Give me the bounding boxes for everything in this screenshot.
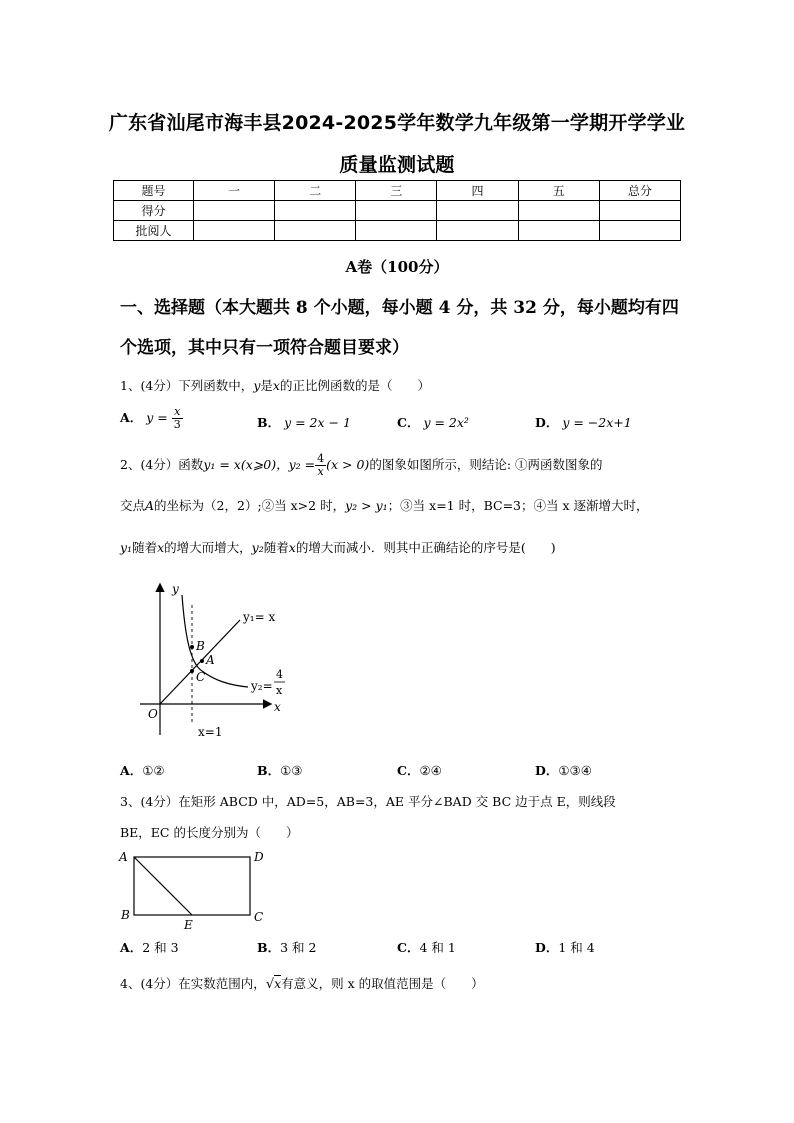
- q3-option-a[interactable]: [120, 938, 179, 956]
- point-a-label: A: [206, 653, 215, 667]
- score-table-header-cell: 二: [275, 181, 356, 201]
- question-3-stem-line1: [120, 792, 616, 810]
- q3-text: 在矩形 ABCD 中，AD=5，AB=3，AE 平分∠BAD 交 BC 边于点 E，则线段: [178, 794, 616, 809]
- question-number: 3、(4分）: [120, 794, 179, 809]
- score-cell[interactable]: [194, 201, 275, 221]
- q1-option-c[interactable]: [397, 413, 469, 431]
- reviewer-cell[interactable]: [275, 221, 356, 241]
- x-axis-label: x: [274, 700, 281, 714]
- question-number: 4、(4分）: [120, 976, 179, 991]
- score-table-row-label: 得分: [114, 201, 194, 221]
- option-label: A．: [120, 763, 143, 778]
- option-label: B．: [257, 940, 281, 955]
- q4-text: 在实数范围内，: [178, 976, 266, 991]
- q2-math: y₂ =: [288, 457, 316, 472]
- segment-ae: [134, 857, 192, 915]
- reviewer-cell[interactable]: [194, 221, 275, 241]
- option-label: B．: [257, 763, 281, 778]
- reviewer-cell[interactable]: [356, 221, 437, 241]
- q2-text: ；③当 x=1 时，BC=3；④当 x 逐渐增大时，: [387, 498, 649, 513]
- volume-label: A卷（100分）: [345, 258, 449, 276]
- option-label: A．: [120, 410, 143, 425]
- option-expr: y = 2x²: [423, 415, 469, 430]
- q2-option-d[interactable]: [535, 761, 592, 779]
- sqrt-icon: √: [265, 977, 275, 992]
- question-1-stem: [120, 376, 430, 394]
- q2-text: 随着: [263, 540, 289, 555]
- curve-label: y₂=: [251, 679, 273, 693]
- score-table: [113, 180, 681, 241]
- score-table-header-cell: 题号: [114, 181, 194, 201]
- score-cell[interactable]: [518, 201, 599, 221]
- fraction: [315, 453, 326, 478]
- score-table-row: [114, 201, 681, 221]
- score-table-header-cell: 五: [518, 181, 599, 201]
- q1-option-d[interactable]: [535, 413, 632, 431]
- option-expr: y = 2x − 1: [284, 415, 351, 430]
- var-x: x: [288, 540, 296, 555]
- point-b: [190, 645, 194, 649]
- reviewer-cell[interactable]: [518, 221, 599, 241]
- option-label: A．: [120, 940, 143, 955]
- sqrt-argument: x: [274, 976, 282, 991]
- option-label: D．: [535, 415, 559, 430]
- q4-text: 有意义，则 x 的取值范围是（ ）: [281, 976, 484, 991]
- q1-text: 的正比例函数的是（ ）: [279, 378, 430, 393]
- score-table-header-cell: 三: [356, 181, 437, 201]
- q1-text: 是: [260, 378, 273, 393]
- option-label: D．: [535, 940, 559, 955]
- score-table-header-cell: 总分: [599, 181, 680, 201]
- option-text: ①②: [142, 763, 165, 778]
- vertex-a-label: A: [119, 850, 128, 864]
- option-expr: y =: [146, 410, 168, 425]
- option-label: C．: [397, 415, 420, 430]
- q2-text: 函数: [178, 457, 204, 472]
- option-label: D．: [535, 763, 559, 778]
- q1-option-a[interactable]: [120, 406, 183, 431]
- option-text: ①③④: [558, 763, 592, 778]
- question-number: 1、(4分）: [120, 378, 179, 393]
- score-cell[interactable]: [599, 201, 680, 221]
- fraction: [172, 406, 183, 431]
- point-c-label: C: [196, 670, 206, 684]
- rectangle-abcd: [134, 857, 250, 915]
- fraction-numerator: x: [172, 406, 183, 419]
- point-b-label: B: [196, 639, 205, 653]
- fraction-numerator: 4: [317, 452, 325, 465]
- question-2-stem-line3: [120, 538, 556, 556]
- q2-math: y₁: [120, 540, 133, 555]
- question-2-stem-line2: [120, 496, 649, 514]
- q2-text: 的图象如图所示，则结论: ①两函数图象的: [369, 457, 603, 472]
- line-label: y₁= x: [243, 610, 276, 624]
- q2-function-graph: [130, 575, 300, 745]
- vline-label: x=1: [198, 725, 223, 739]
- point-a-label: A: [145, 498, 155, 513]
- section-heading: 一、选择题（本大题共 8 个小题，每小题 4 分，共 32 分，每小题均有四个选项，其中只有一项符合题目要求）: [120, 298, 679, 358]
- question-2-stem-line1: [120, 453, 603, 478]
- curve-label-denominator: x: [276, 684, 283, 697]
- q2-text: 的坐标为（2，2）;②当 x>2 时，: [154, 498, 346, 513]
- option-text: 4 和 1: [419, 940, 456, 955]
- q2-option-c[interactable]: [397, 761, 442, 779]
- q3-rectangle-figure: [116, 846, 276, 932]
- vertex-b-label: B: [121, 908, 130, 922]
- question-4-stem: [120, 974, 484, 992]
- q3-option-d[interactable]: [535, 938, 595, 956]
- var-x: x: [157, 540, 165, 555]
- var-x: x: [272, 378, 280, 393]
- score-table-row: [114, 221, 681, 241]
- option-label: C．: [397, 940, 420, 955]
- score-table-row-label: 批阅人: [114, 221, 194, 241]
- score-table-header-cell: 一: [194, 181, 275, 201]
- page-title: 广东省汕尾市海丰县2024-2025学年数学九年级第一学期开学学业: [108, 112, 686, 134]
- q3-option-c[interactable]: [397, 938, 456, 956]
- point-c: [190, 669, 194, 673]
- q2-math: y₂: [251, 540, 264, 555]
- option-text: ①③: [280, 763, 303, 778]
- line-y1: [160, 620, 240, 704]
- score-table-header-row: [114, 181, 681, 201]
- q2-option-a[interactable]: [120, 761, 165, 779]
- q2-text: 的增大而减小．则其中正确结论的序号是( ): [295, 540, 556, 555]
- option-text: ②④: [419, 763, 442, 778]
- option-label: B．: [257, 415, 281, 430]
- q1-option-b[interactable]: [257, 413, 351, 431]
- page-subtitle: 质量监测试题: [339, 154, 455, 176]
- q1-text: 下列函数中，: [178, 378, 254, 393]
- question-3-stem-line2: BE，EC 的长度分别为（ ）: [120, 825, 299, 840]
- point-a: [200, 659, 204, 663]
- score-cell[interactable]: [437, 201, 518, 221]
- score-cell[interactable]: [275, 201, 356, 221]
- q2-text: 的增大而增大，: [164, 540, 252, 555]
- question-number: 2、(4分）: [120, 457, 179, 472]
- option-text: 3 和 2: [280, 940, 317, 955]
- q3-option-b[interactable]: [257, 938, 316, 956]
- q2-math: y₂ > y₁: [345, 498, 388, 513]
- score-cell[interactable]: [356, 201, 437, 221]
- option-text: 2 和 3: [142, 940, 179, 955]
- q2-option-b[interactable]: [257, 761, 303, 779]
- option-expr: y = −2x+1: [562, 415, 632, 430]
- q2-text: 交点: [120, 498, 146, 513]
- curve-label-numerator: 4: [276, 668, 283, 681]
- q2-math: y₁ = x(x⩾0)，: [203, 457, 289, 472]
- option-label: C．: [397, 763, 420, 778]
- vertex-c-label: C: [254, 910, 264, 924]
- y-axis-label: y: [172, 582, 179, 596]
- q2-text: 随着: [132, 540, 158, 555]
- option-text: 1 和 4: [558, 940, 595, 955]
- q2-math: (x > 0): [326, 457, 370, 472]
- fraction-denominator: x: [317, 465, 324, 478]
- fraction-denominator: 3: [173, 418, 181, 431]
- reviewer-cell[interactable]: [437, 221, 518, 241]
- var-y: y: [253, 378, 261, 393]
- origin-label: O: [148, 707, 158, 721]
- reviewer-cell[interactable]: [599, 221, 680, 241]
- score-table-header-cell: 四: [437, 181, 518, 201]
- point-e-label: E: [184, 918, 193, 932]
- vertex-d-label: D: [254, 850, 264, 864]
